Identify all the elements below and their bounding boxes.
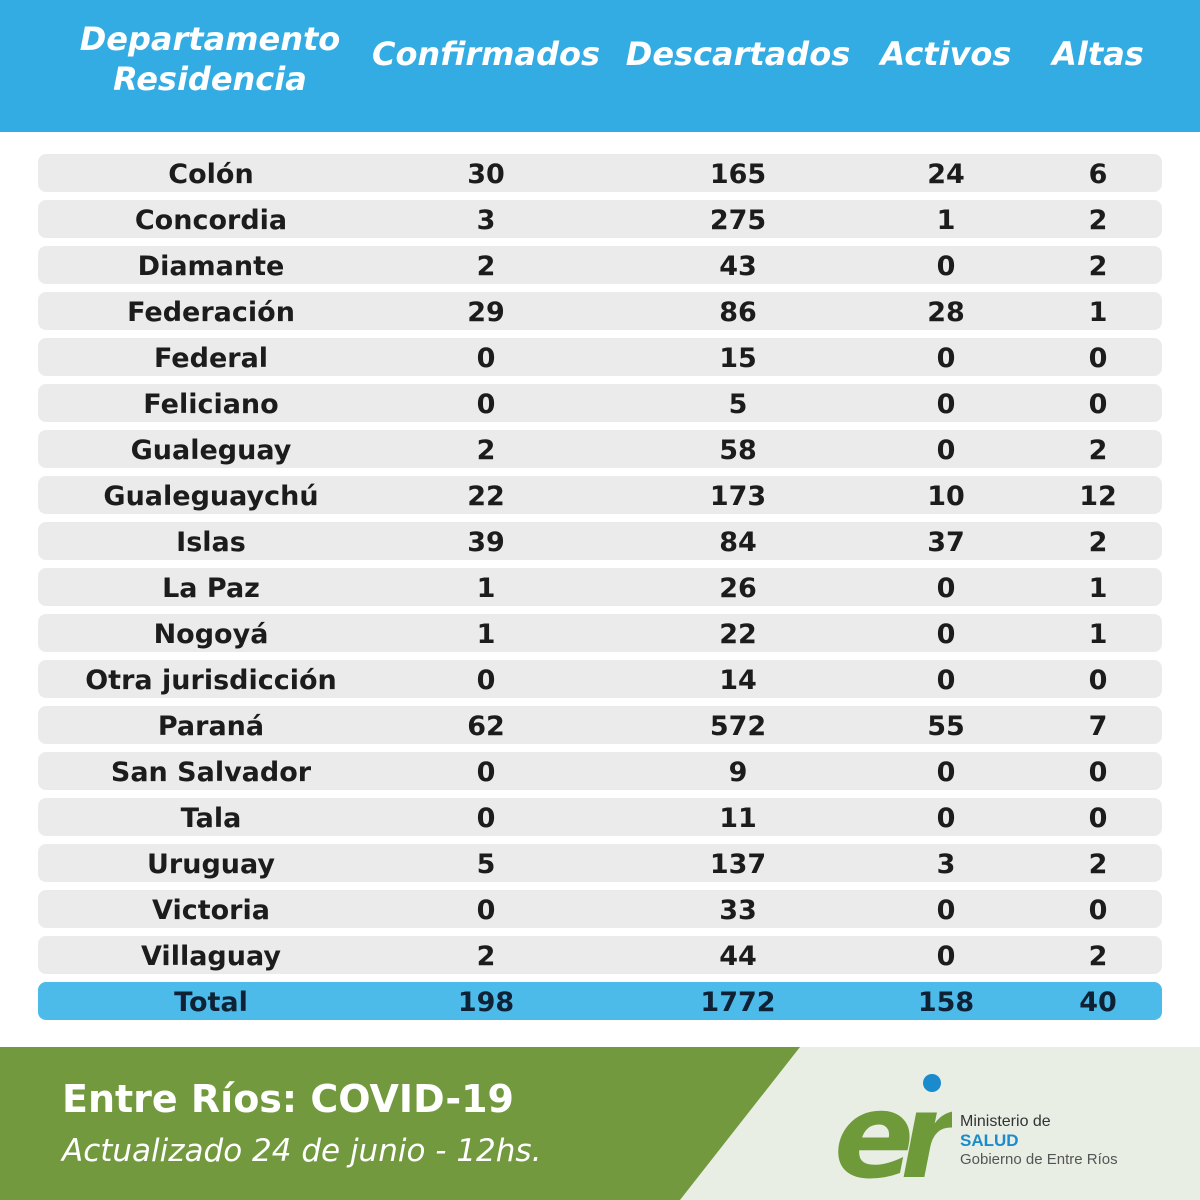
cell-activos: 37 <box>927 527 965 558</box>
cell-confirmados: 0 <box>476 803 496 834</box>
cell-descartados: 5 <box>728 389 748 420</box>
cell-descartados: 58 <box>719 435 757 466</box>
header-confirmados-label: Confirmados <box>371 35 601 73</box>
cell-departamento: San Salvador <box>110 757 312 788</box>
cell-departamento: Nogoyá <box>153 619 269 650</box>
cell-confirmados: 2 <box>476 941 496 972</box>
cell-departamento: Villaguay <box>141 941 281 972</box>
cell-departamento: Federal <box>153 343 269 374</box>
table-row <box>38 936 1162 974</box>
cell-departamento: Gualeguaychú <box>103 481 319 512</box>
cell-activos: 0 <box>936 895 956 926</box>
cell-descartados: 165 <box>709 159 767 190</box>
cell-altas: 7 <box>1088 711 1108 742</box>
cell-confirmados: 5 <box>476 849 496 880</box>
cell-activos: 0 <box>936 941 956 972</box>
table-row <box>38 614 1162 652</box>
cell-activos: 0 <box>936 389 956 420</box>
table-row <box>38 338 1162 376</box>
cell-confirmados: 0 <box>476 389 496 420</box>
cell-altas: 0 <box>1088 895 1108 926</box>
cell-altas: 6 <box>1088 159 1108 190</box>
org-line-ministerio: Ministerio de <box>960 1113 1051 1130</box>
footer <box>0 1047 1200 1200</box>
cell-descartados: 15 <box>719 343 757 374</box>
cell-activos: 10 <box>927 481 965 512</box>
cell-altas: 2 <box>1088 435 1108 466</box>
table-row <box>38 476 1162 514</box>
table-row <box>38 890 1162 928</box>
table-row <box>38 660 1162 698</box>
header-activos-label: Activos <box>880 35 1012 73</box>
cell-departamento: Feliciano <box>143 389 279 420</box>
cell-activos: 0 <box>936 619 956 650</box>
cell-altas: 0 <box>1088 757 1108 788</box>
cell-confirmados: 0 <box>476 343 496 374</box>
table-row <box>38 246 1162 284</box>
cell-confirmados: 1 <box>476 619 496 650</box>
cell-activos: 0 <box>936 435 956 466</box>
cell-activos: 24 <box>927 159 965 190</box>
cell-departamento: Uruguay <box>147 849 275 880</box>
cell-confirmados: 62 <box>467 711 505 742</box>
header-descartados-label: Descartados <box>625 35 851 73</box>
cell-confirmados: 39 <box>467 527 505 558</box>
cell-descartados: 137 <box>709 849 767 880</box>
table-row <box>38 522 1162 560</box>
cell-altas: 1 <box>1088 297 1108 328</box>
table-header <box>0 0 1200 132</box>
cell-confirmados: 29 <box>467 297 505 328</box>
cell-confirmados: 0 <box>476 757 496 788</box>
header-altas <box>1028 0 1168 132</box>
table-row <box>38 844 1162 882</box>
cell-departamento: Victoria <box>152 895 270 926</box>
table-row <box>38 568 1162 606</box>
cell-departamento: Otra jurisdicción <box>85 665 337 696</box>
table-row <box>38 292 1162 330</box>
cell-activos: 28 <box>927 297 965 328</box>
header-departamento <box>40 0 380 132</box>
cell-activos: 55 <box>927 711 965 742</box>
cell-altas: 40 <box>1079 987 1117 1018</box>
cell-confirmados: 198 <box>457 987 515 1018</box>
cell-descartados: 14 <box>719 665 757 696</box>
org-line-gobierno: Gobierno de Entre Ríos <box>960 1151 1118 1168</box>
table-row <box>38 154 1162 192</box>
cell-confirmados: 2 <box>476 251 496 282</box>
total-row <box>38 982 1162 1020</box>
table-row <box>38 798 1162 836</box>
cell-confirmados: 0 <box>476 665 496 696</box>
table-row <box>38 200 1162 238</box>
cell-activos: 158 <box>917 987 975 1018</box>
cell-departamento: Total <box>174 987 248 1018</box>
cell-activos: 0 <box>936 343 956 374</box>
cell-altas: 2 <box>1088 251 1108 282</box>
cell-descartados: 44 <box>719 941 757 972</box>
cell-confirmados: 30 <box>467 159 505 190</box>
cell-descartados: 9 <box>728 757 748 788</box>
cell-descartados: 84 <box>719 527 757 558</box>
cell-activos: 1 <box>936 205 956 236</box>
cell-confirmados: 22 <box>467 481 505 512</box>
header-altas-label: Altas <box>1052 35 1144 73</box>
table-row <box>38 430 1162 468</box>
header-departamento-label: Departamento Residencia <box>79 20 341 98</box>
cell-descartados: 26 <box>719 573 757 604</box>
footer-title: Entre Ríos: COVID-19 <box>62 1077 514 1121</box>
cell-confirmados: 3 <box>476 205 496 236</box>
cell-departamento: Colón <box>168 159 254 190</box>
cell-departamento: Federación <box>127 297 295 328</box>
table-row <box>38 706 1162 744</box>
cell-descartados: 1772 <box>700 987 776 1018</box>
cell-descartados: 572 <box>709 711 767 742</box>
cell-descartados: 22 <box>719 619 757 650</box>
cell-activos: 3 <box>936 849 956 880</box>
logo-lettering: er <box>834 1069 945 1187</box>
cell-departamento: La Paz <box>162 573 260 604</box>
cell-activos: 0 <box>936 665 956 696</box>
cell-altas: 0 <box>1088 803 1108 834</box>
cell-departamento: Diamante <box>137 251 285 282</box>
cell-altas: 1 <box>1088 619 1108 650</box>
header-activos <box>864 0 1028 132</box>
cell-altas: 0 <box>1088 389 1108 420</box>
cell-altas: 2 <box>1088 527 1108 558</box>
cell-altas: 12 <box>1079 481 1117 512</box>
cell-descartados: 43 <box>719 251 757 282</box>
cell-altas: 2 <box>1088 205 1108 236</box>
cell-departamento: Paraná <box>157 711 265 742</box>
cell-altas: 0 <box>1088 665 1108 696</box>
cell-descartados: 33 <box>719 895 757 926</box>
cell-activos: 0 <box>936 573 956 604</box>
cell-descartados: 173 <box>709 481 767 512</box>
cell-altas: 0 <box>1088 343 1108 374</box>
table-body <box>38 154 1162 1028</box>
footer-subtitle: Actualizado 24 de junio - 12hs. <box>62 1133 542 1169</box>
cell-departamento: Gualeguay <box>130 435 292 466</box>
org-line-salud: SALUD <box>960 1131 1019 1150</box>
table-row <box>38 752 1162 790</box>
cell-descartados: 86 <box>719 297 757 328</box>
cell-confirmados: 2 <box>476 435 496 466</box>
header-descartados <box>612 0 864 132</box>
cell-confirmados: 1 <box>476 573 496 604</box>
cell-activos: 0 <box>936 803 956 834</box>
cell-activos: 0 <box>936 757 956 788</box>
cell-altas: 2 <box>1088 849 1108 880</box>
header-confirmados <box>371 0 601 132</box>
cell-departamento: Concordia <box>134 205 288 236</box>
cell-activos: 0 <box>936 251 956 282</box>
cell-confirmados: 0 <box>476 895 496 926</box>
cell-departamento: Islas <box>176 527 246 558</box>
cell-altas: 1 <box>1088 573 1108 604</box>
er-logo-icon <box>832 1069 952 1187</box>
cell-descartados: 275 <box>709 205 767 236</box>
cell-departamento: Tala <box>180 803 242 834</box>
cell-descartados: 11 <box>719 803 757 834</box>
cell-altas: 2 <box>1088 941 1108 972</box>
table-row <box>38 384 1162 422</box>
